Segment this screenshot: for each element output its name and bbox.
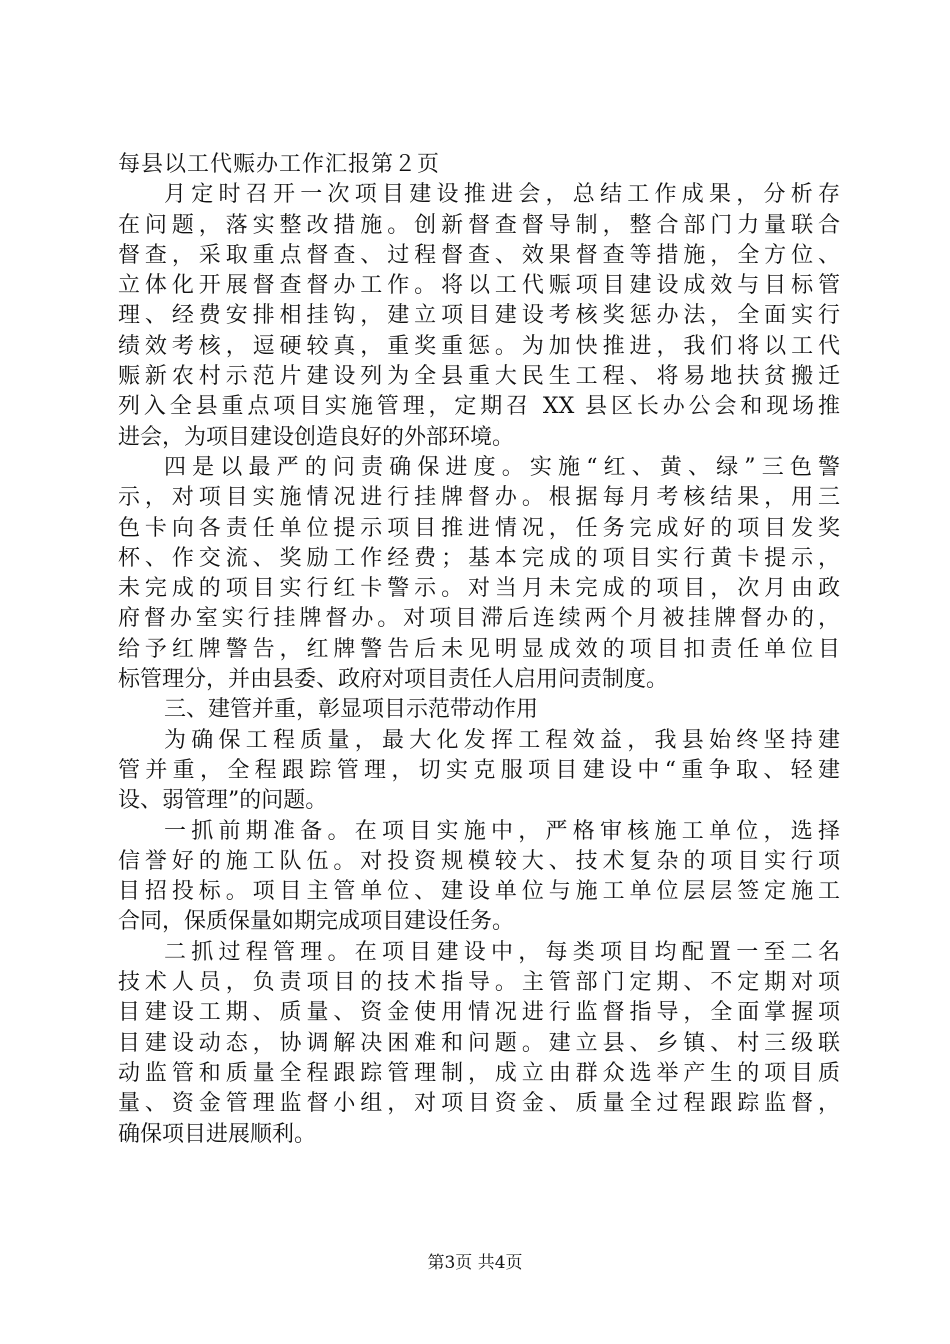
text-line: 信誉好的施工队伍。对投资规模较大、技术复杂的项目实行项 <box>118 848 840 874</box>
text-line: 给予红牌警告，红牌警告后未见明显成效的项目扣责任单位目 <box>118 636 840 662</box>
text-line: 杯、作交流、奖励工作经费；基本完成的项目实行黄卡提示， <box>118 545 840 571</box>
text-line: 四是以最严的问责确保进度。实施“红、黄、绿”三色警 <box>164 454 840 480</box>
text-line: 三、建管并重，彰显项目示范带动作用 <box>164 697 539 723</box>
text-line: 色卡向各责任单位提示项目推进情况，任务完成好的项目发奖 <box>118 515 840 541</box>
document-body <box>118 150 840 1150</box>
text-line: 量、资金管理监督小组，对项目资金、质量全过程跟踪监督， <box>118 1091 840 1117</box>
text-line: 确保项目进展顺利。 <box>118 1121 317 1147</box>
text-line: 赈新农村示范片建设列为全县重大民生工程、将易地扶贫搬迁 <box>118 364 840 390</box>
document-lines <box>118 180 840 1150</box>
text-line: 示，对项目实施情况进行挂牌督办。根据每月考核结果，用三 <box>118 485 840 511</box>
text-line: 目建设动态，协调解决困难和问题。建立县、乡镇、村三级联 <box>118 1030 840 1056</box>
text-line: 绩效考核，逗硬较真，重奖重惩。为加快推进，我们将以工代 <box>118 333 840 359</box>
text-line: 府督办室实行挂牌督办。对项目滞后连续两个月被挂牌督办的， <box>118 606 840 632</box>
text-line: 列入全县重点项目实施管理，定期召 XX 县区长办公会和现场推 <box>118 394 841 420</box>
text-line: 月定时召开一次项目建设推进会，总结工作成果，分析存 <box>164 182 840 208</box>
text-line: 在问题，落实整改措施。创新督查督导制，整合部门力量联合 <box>118 212 840 238</box>
text-line: 一抓前期准备。在项目实施中，严格审核施工单位，选择 <box>164 818 840 844</box>
text-line: 目招投标。项目主管单位、建设单位与施工单位层层签定施工 <box>118 879 840 905</box>
text-line: 动监管和质量全程跟踪管理制，成立由群众选举产生的项目质 <box>118 1060 840 1086</box>
document-title: 每县以工代赈办工作汇报第２页 <box>118 152 441 177</box>
text-line: 督查，采取重点督查、过程督查、效果督查等措施，全方位、 <box>118 242 840 268</box>
text-line: 管并重，全程跟踪管理，切实克服项目建设中“重争取、轻建 <box>118 757 840 783</box>
page-footer: 第3页 共4页 <box>427 1253 523 1273</box>
text-line: 二抓过程管理。在项目建设中，每类项目均配置一至二名 <box>164 939 840 965</box>
text-line: 技术人员，负责项目的技术指导。主管部门定期、不定期对项 <box>118 970 840 996</box>
text-line: 为确保工程质量，最大化发挥工程效益，我县始终坚持建 <box>164 727 840 753</box>
text-line: 合同，保质保量如期完成项目建设任务。 <box>118 909 515 935</box>
text-line: 立体化开展督查督办工作。将以工代赈项目建设成效与目标管 <box>118 273 840 299</box>
text-line: 标管理分，并由县委、政府对项目责任人启用问责制度。 <box>118 667 669 693</box>
text-line: 目建设工期、质量、资金使用情况进行监督指导，全面掌握项 <box>118 1000 840 1026</box>
text-line: 理、经费安排相挂钩，建立项目建设考核奖惩办法，全面实行 <box>118 303 840 329</box>
text-line: 进会，为项目建设创造良好的外部环境。 <box>118 424 515 450</box>
text-line: 未完成的项目实行红卡警示。对当月未完成的项目，次月由政 <box>118 576 840 602</box>
text-line: 设、弱管理”的问题。 <box>118 788 328 814</box>
